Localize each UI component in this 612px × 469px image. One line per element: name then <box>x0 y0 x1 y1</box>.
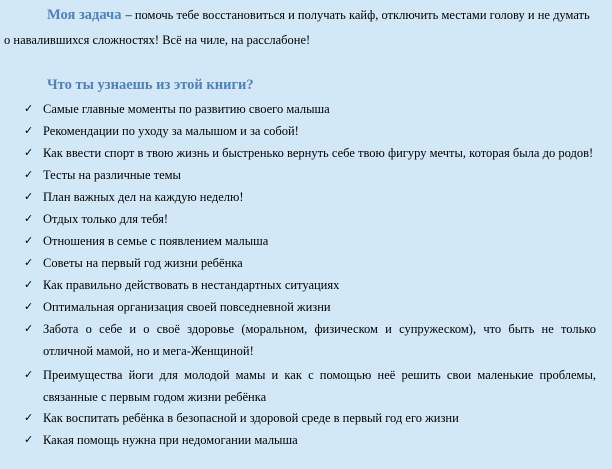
list-item-text: Советы на первый год жизни ребёнка <box>43 256 243 270</box>
intro-text-line-2: о навалившихся сложностях! Всё на чиле, на расслабоне! <box>4 33 311 47</box>
checkmark-icon <box>24 364 36 386</box>
list-item-text: Преимущества йоги для молодой мамы и как с помощью неё решить свои маленькие проблемы, <box>43 368 596 382</box>
list-item-text: Какая помощь нужна при недомогании малыша <box>43 433 298 447</box>
checkmark-icon <box>24 186 36 208</box>
intro-line-1 <box>47 4 590 26</box>
intro-label: Моя задача <box>47 7 122 23</box>
checkmark-icon <box>24 429 36 451</box>
checkmark-icon <box>24 98 36 120</box>
intro-line-2 <box>4 29 310 51</box>
list-item-text: Как правильно действовать в нестандартных ситуациях <box>43 278 340 292</box>
checkmark-icon <box>24 120 36 142</box>
checkmark-icon <box>24 164 36 186</box>
list-item-text: Отношения в семье с появлением малыша <box>43 234 269 248</box>
list-item-text: Оптимальная организация своей повседневной жизни <box>43 300 331 314</box>
checkmark-icon <box>24 208 36 230</box>
checkmark-icon <box>24 230 36 252</box>
list-item-text: Забота о себе и о своё здоровье (моральном, физическом и супружеском), что быть не только <box>43 322 596 336</box>
checkmark-icon <box>24 296 36 318</box>
list-item-text: отличной мамой, но и мега-Женщиной! <box>43 344 254 358</box>
section-heading: Что ты узнаешь из этой книги? <box>47 77 254 93</box>
list-item-text: Рекомендации по уходу за малышом и за собой! <box>43 124 299 138</box>
checkmark-icon <box>24 407 36 429</box>
list-item-text: План важных дел на каждую неделю! <box>43 190 244 204</box>
list-item-text: Как ввести спорт в твою жизнь и быстренько вернуть себе твою фигуру мечты, которая была до родов! <box>43 146 594 160</box>
checkmark-icon <box>24 252 36 274</box>
list-item-text: Отдых только для тебя! <box>43 212 169 226</box>
list-item-text: связанные с первым годом жизни ребёнка <box>43 390 267 404</box>
intro-text-line-1: – помочь тебе восстановиться и получать кайф, отключить местами голову и не думать <box>125 8 590 22</box>
checkmark-icon <box>24 274 36 296</box>
list-item-text: Как воспитать ребёнка в безопасной и здоровой среде в первый год его жизни <box>43 411 459 425</box>
checkmark-icon <box>24 142 36 164</box>
list-item-text: Самые главные моменты по развитию своего малыша <box>43 102 330 116</box>
checkmark-icon <box>24 318 36 340</box>
list-item-text: Тесты на различные темы <box>43 168 181 182</box>
